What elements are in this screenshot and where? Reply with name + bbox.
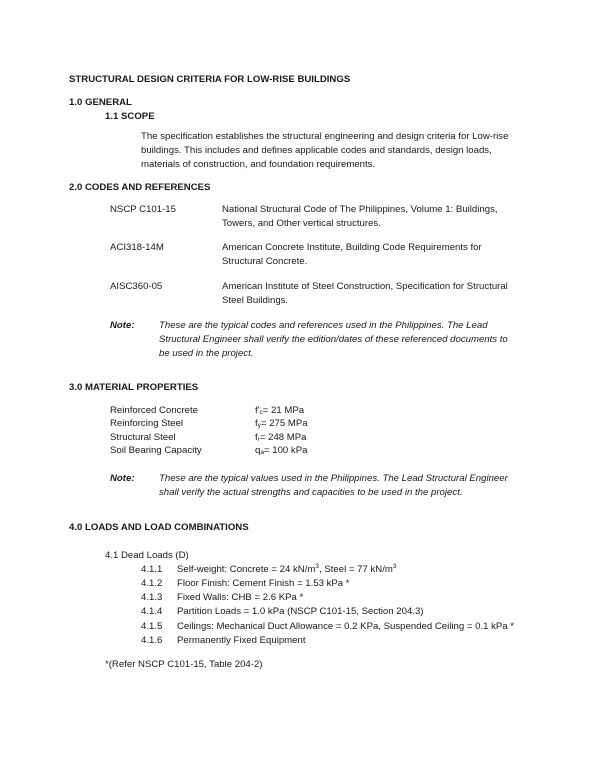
load-item-number: 4.1.3 [141,592,163,603]
reference-description: American Concrete Institute, Building Code Requirements for [222,242,482,253]
load-item-text: Fixed Walls: CHB = 2.6 KPa * [177,592,304,603]
document-title: STRUCTURAL DESIGN CRITERIA FOR LOW-RISE BUILDINGS [69,74,351,85]
load-text-part: , Steel = 77 kN/m [319,564,393,575]
scope-line: buildings. This includes and defines applicable codes and standards, design loads, [141,145,492,156]
material-value [255,417,308,430]
material-amount: = 21 MPa [262,405,305,416]
material-value [255,444,307,457]
material-amount: = 275 MPa [260,418,308,429]
material-value [255,431,307,444]
load-item-text: Partition Loads = 1.0 kPa (NSCP C101-15, Section 204.3) [177,606,424,617]
footnote: *(Refer NSCP C101-15, Table 204-2) [105,659,263,670]
superscript: 3 [392,563,397,570]
load-item-number: 4.1.6 [141,635,163,646]
load-item-number: 4.1.2 [141,578,163,589]
reference-code: NSCP C101-15 [110,204,176,215]
load-item-number: 4.1.1 [141,564,163,575]
note-label: Note: [110,320,135,331]
superscript: 3 [315,563,319,570]
load-item-number: 4.1.4 [141,606,163,617]
note-text: be used in the project. [159,348,254,359]
material-symbol: f [255,432,258,443]
load-item-text: Permanently Fixed Equipment [177,635,306,646]
material-subscript: a [260,449,264,456]
material-amount: = 100 kPa [263,445,308,456]
note-label: Note: [110,473,135,484]
material-name: Reinforced Concrete [110,405,198,416]
material-name: Structural Steel [110,432,176,443]
reference-code: AISC360-05 [110,281,163,292]
section-1-heading: 1.0 GENERAL [69,97,132,108]
note-text: These are the typical codes and references used in the Philippines. The Lead [159,320,488,331]
load-item-number: 4.1.5 [141,621,163,632]
reference-description: Structural Concrete. [222,256,308,267]
reference-description: American Institute of Steel Construction, Specification for Structural [222,281,508,292]
reference-description: Towers, and Other vertical structures. [222,218,381,229]
note-text: Structural Engineer shall verify the edition/dates of these referenced documents to [159,334,508,345]
material-amount: = 248 MPa [259,432,307,443]
load-item-text: Ceilings: Mechanical Duct Allowance = 0.2 KPa, Suspended Ceiling = 0.1 kPa * [177,621,515,632]
reference-code: ACI318-14M [110,242,164,253]
material-symbol: f [255,418,258,429]
load-item-text [177,563,396,576]
scope-line: The specification establishes the structural engineering and design criteria for Low-rise [141,131,509,142]
material-symbol: q [255,445,261,456]
section-1-1-heading: 1.1 SCOPE [105,111,155,122]
material-subscript: r [257,436,260,443]
load-item-text: Floor Finish: Cement Finish = 1.53 kPa * [177,578,350,589]
reference-description: National Structural Code of The Philippines, Volume 1: Buildings, [222,204,498,215]
reference-description: Steel Buildings. [222,295,289,306]
material-symbol: f' [255,405,260,416]
load-text-part: Self-weight: Concrete = 24 kN/m [177,564,316,575]
section-2-heading: 2.0 CODES AND REFERENCES [69,182,211,193]
scope-line: materials of construction, and foundation requirements. [141,159,376,170]
section-4-1-heading: 4.1 Dead Loads (D) [105,550,189,561]
material-subscript: c [259,409,263,416]
material-value [255,404,304,417]
section-4-heading: 4.0 LOADS AND LOAD COMBINATIONS [69,522,249,533]
material-subscript: y [257,422,261,429]
note-text: These are the typical values used in the Philippines. The Lead Structural Engineer [159,473,508,484]
material-name: Soil Bearing Capacity [110,445,202,456]
material-name: Reinforcing Steel [110,418,184,429]
note-text: shall verify the actual strengths and capacities to be used in the project. [159,487,463,498]
section-3-heading: 3.0 MATERIAL PROPERTIES [69,382,199,393]
